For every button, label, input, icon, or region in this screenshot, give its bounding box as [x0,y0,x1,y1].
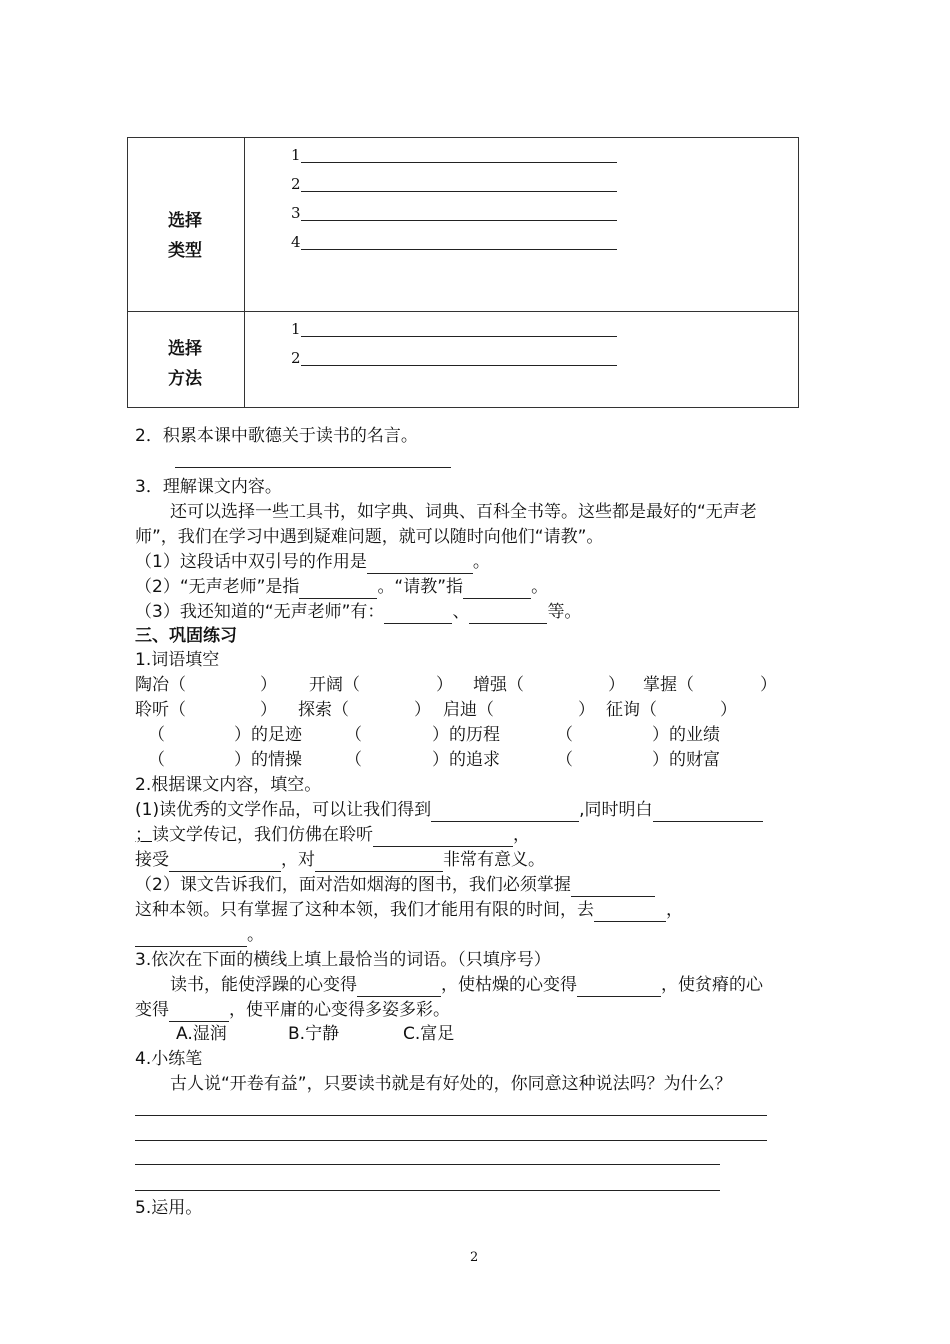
ex3-option-a: A.湿润 [176,1024,227,1044]
type-item-3-number: 3 [291,204,301,222]
ex1-r4-p3-open: （ [556,750,573,770]
ex2-line3 [135,848,545,872]
q3-sub1-text: （1）这段话中双引号的作用是 [135,552,367,572]
ex3-blank2[interactable] [577,978,661,997]
ex1-r4-p2: ）的追求 [432,750,500,770]
ex2-line1-blank2[interactable] [653,803,763,822]
method-item-1-number: 1 [291,320,301,338]
ex3-line1-mid: ，使枯燥的心变得 [441,975,577,995]
ex1-r2-w4-close: ） [720,700,737,720]
ex2-line5-text: 这种本领。只有掌握了这种本领，我们才能用有限的时间，去 [135,900,594,920]
q3-passage-line1: 还可以选择一些工具书，如字典、词典、百科全书等。这些都是最好的“无声老 [170,502,757,522]
method-item-2-number: 2 [291,349,301,367]
ex1-r3-p3: ）的业绩 [652,725,720,745]
type-item-1-blank[interactable] [301,162,617,163]
ex2-line2-start: ； [135,825,152,845]
ex2-line2 [135,823,530,847]
selection-table [127,137,799,408]
ex3-blank3[interactable] [169,1003,229,1022]
ex4-writing-line-2[interactable] [135,1140,767,1141]
ex1-title: 1.词语填空 [135,650,220,670]
ex2-line1 [135,798,763,822]
q3-sub2-mid: 。“请教”指 [377,577,464,597]
q3-sub1-end: 。 [472,552,490,572]
q3-sub2-blank1[interactable] [299,580,377,599]
ex1-r1-w2: 开阔（ [309,675,360,695]
ex2-line6-blank[interactable] [135,928,247,947]
table-divider-vertical [244,138,245,407]
ex3-title: 3.依次在下面的横线上填上最恰当的词语。（只填序号） [135,950,551,970]
ex2-line1-mid: ,同时明白 [579,800,653,820]
ex4-writing-line-3[interactable] [135,1164,720,1165]
q2-answer-line[interactable] [175,467,451,468]
ex4-writing-line-1[interactable] [135,1115,767,1116]
ex3-blank1[interactable] [357,978,441,997]
q2-text: 2．积累本课中歌德关于读书的名言。 [135,426,418,446]
ex2-title: 2.根据课文内容，填空。 [135,775,322,795]
ex1-r4-p1: ）的情操 [234,750,302,770]
ex1-r2-w2-close: ） [414,700,431,720]
ex1-r1-w2-close: ） [436,675,453,695]
ex2-line3-mid: ，对 [281,850,315,870]
ex2-line5 [135,898,683,922]
q3-sub1-blank[interactable] [367,555,473,574]
q3-sub3-blank2[interactable] [469,605,547,624]
ex4-writing-line-4[interactable] [135,1190,720,1191]
page-number: 2 [470,1250,479,1265]
ex2-line6 [135,923,264,947]
ex2-line3-blank2[interactable] [315,853,443,872]
ex3-option-c: C.富足 [403,1024,455,1044]
ex1-r2-w2: 探索（ [298,700,349,720]
type-item-4-blank[interactable] [301,249,617,250]
ex1-r1-w4: 掌握（ [643,675,694,695]
q3-sub1 [135,550,490,574]
type-item-4-number: 4 [291,233,301,251]
ex5-title: 5.运用。 [135,1198,203,1218]
q3-sub3-text: （3）我还知道的“无声老师”有： [135,602,385,622]
q3-title: 3．理解课文内容。 [135,477,282,497]
ex1-r4-p1-open: （ [148,750,165,770]
ex2-line4-text: （2）课文告诉我们，面对浩如烟海的图书，我们必须掌握 [135,875,571,895]
ex1-r1-w1-close: ） [260,675,277,695]
ex1-r1-w3: 增强（ [473,675,524,695]
ex1-r2-w1: 聆听（ [135,700,186,720]
type-item-2-blank[interactable] [301,191,617,192]
q3-sub2 [135,575,548,599]
type-item-1-number: 1 [291,146,301,164]
ex1-r2-w4: 征询（ [606,700,657,720]
ex2-line4 [135,873,655,897]
table-divider-horizontal [128,311,798,312]
row2-label: 选择 方法 [168,339,202,389]
type-item-3-blank[interactable] [301,220,617,221]
ex2-line5-blank[interactable] [594,903,666,922]
ex2-line3-blank1[interactable] [169,853,281,872]
ex2-line6-end: 。 [247,925,264,945]
ex4-prompt: 古人说“开卷有益”，只要读书就是有好处的，你同意这种说法吗？为什么？ [170,1074,732,1094]
section-heading: 三、巩固练习 [135,626,237,646]
ex1-r1-w4-close: ） [760,675,777,695]
ex2-line2-text: 读文学传记，我们仿佛在聆听 [152,825,373,845]
type-item-2-number: 2 [291,175,301,193]
ex1-r3-p2: ）的历程 [432,725,500,745]
ex2-line2-end: ， [513,825,530,845]
ex3-line1 [170,973,763,997]
q3-sub3-end: 等。 [547,602,582,622]
q3-sub3-sep: 、 [452,602,470,622]
q3-sub3 [135,600,581,624]
method-item-2-blank[interactable] [301,365,617,366]
ex1-r3-p1: ）的足迹 [234,725,302,745]
ex1-r2-w3: 启迪（ [443,700,494,720]
ex2-line3-end: 非常有意义。 [443,850,545,870]
q3-passage-line2: 师”，我们在学习中遇到疑难问题，就可以随时向他们“请教”。 [135,527,604,547]
q3-sub2-end: 。 [531,577,549,597]
ex3-line2-start: 变得 [135,1000,169,1020]
ex1-r3-p3-open: （ [556,725,573,745]
ex2-line3-start: 接受 [135,850,169,870]
ex1-r1-w1: 陶冶（ [135,675,186,695]
ex3-line2-text: ，使平庸的心变得多姿多彩。 [229,1000,450,1020]
ex4-title: 4.小练笔 [135,1049,203,1069]
ex1-r2-w3-close: ） [578,700,595,720]
ex2-line1-blank1[interactable] [431,803,579,822]
ex2-line2-blank[interactable] [373,828,513,847]
method-item-1-blank[interactable] [301,336,617,337]
ex2-line1-text: (1)读优秀的文学作品，可以让我们得到 [135,800,432,820]
ex1-r4-p3: ）的财富 [652,750,720,770]
row1-label: 选择 类型 [168,211,202,261]
ex1-r3-p1-open: （ [148,725,165,745]
ex2-line4-blank[interactable] [571,878,655,897]
ex2-line5-end: ， [666,900,683,920]
ex1-r2-w1-close: ） [260,700,277,720]
ex3-line2 [135,998,450,1022]
ex1-r4-p2-open: （ [345,750,362,770]
ex1-r3-p2-open: （ [345,725,362,745]
ex1-r1-w3-close: ） [608,675,625,695]
q3-sub2-text: （2）“无声老师”是指 [135,577,300,597]
ex3-line1-text: 读书，能使浮躁的心变得 [170,975,357,995]
ex3-option-b: B.宁静 [288,1024,340,1044]
q3-sub2-blank2[interactable] [463,580,531,599]
q3-sub3-blank1[interactable] [384,605,452,624]
ex3-line1-end: ，使贫瘠的心 [661,975,763,995]
